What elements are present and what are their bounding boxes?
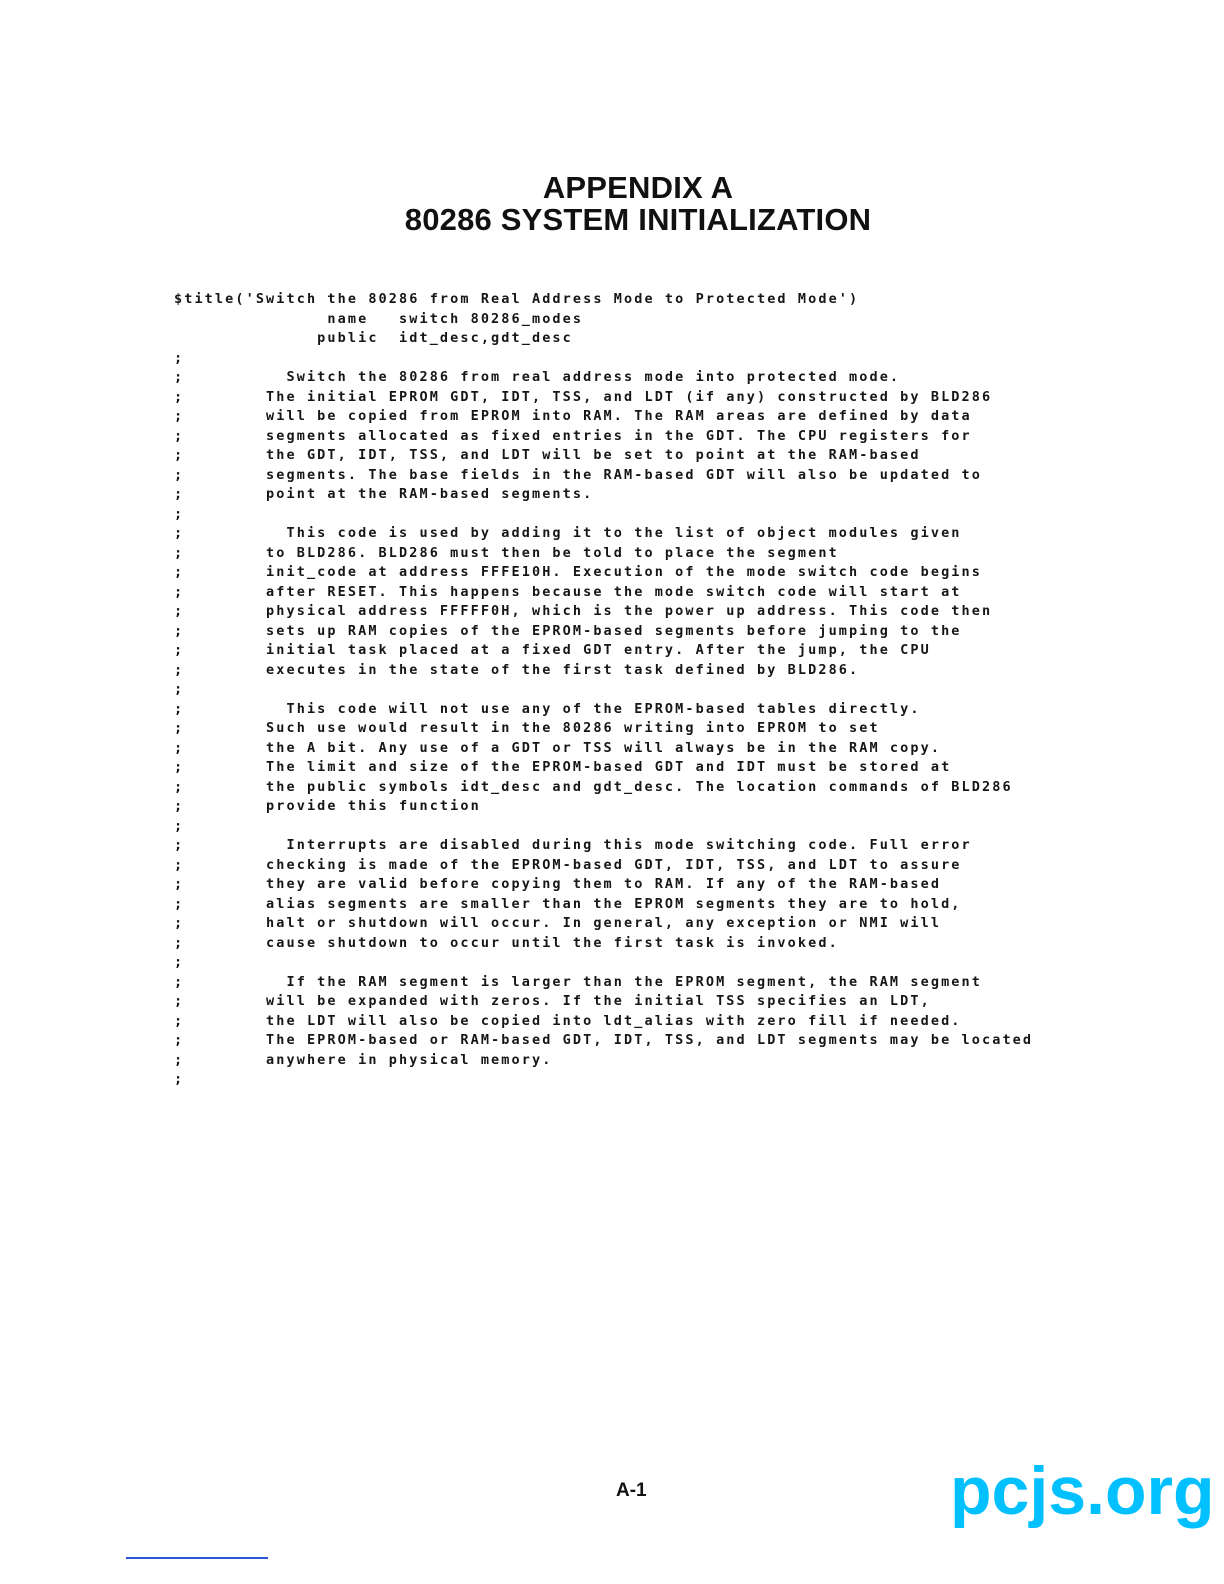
code-line: ; If the RAM segment is larger than the EPROM segment, the RAM segment xyxy=(174,973,982,990)
code-line: public idt_desc,gdt_desc xyxy=(174,330,573,346)
code-line: ; Switch the 80286 from real address mode into protected mode. xyxy=(174,369,901,385)
code-line: ; they are valid before copying them to RAM. If any of the RAM-based xyxy=(174,876,942,892)
code-line: ; the A bit. Any use of a GDT or TSS will always be in the RAM copy. xyxy=(174,739,942,756)
code-line: ; physical address FFFFF0H, which is the power up address. This code then xyxy=(174,603,993,619)
code-listing xyxy=(174,290,1174,1090)
code-line: ; xyxy=(174,817,185,834)
code-line: ; the public symbols idt_desc and gdt_desc. The location commands of BLD286 xyxy=(174,778,1013,795)
title-line-2: 80286 SYSTEM INITIALIZATION xyxy=(404,202,872,237)
code-line: ; Such use would result in the 80286 writing into EPROM to set xyxy=(174,720,880,736)
code-line: ; Interrupts are disabled during this mode switching code. Full error xyxy=(174,837,972,853)
code-line: name switch 80286_modes xyxy=(174,310,584,327)
code-line: ; initial task placed at a fixed GDT entry. After the jump, the CPU xyxy=(174,642,931,658)
code-line: ; xyxy=(174,954,185,970)
code-line: ; after RESET. This happens because the mode switch code will start at xyxy=(174,583,962,600)
code-line: ; provide this function xyxy=(174,798,481,814)
code-line: ; The EPROM-based or RAM-based GDT, IDT, TSS, and LDT segments may be located xyxy=(174,1032,1034,1048)
page-number: A-1 xyxy=(616,1480,647,1501)
code-line: ; cause shutdown to occur until the first task is invoked. xyxy=(174,934,839,951)
appendix-title xyxy=(0,172,1224,236)
code-line: ; sets up RAM copies of the EPROM-based segments before jumping to the xyxy=(174,622,962,639)
code-line: $title('Switch the 80286 from Real Address Mode to Protected Mode') xyxy=(174,291,860,307)
code-line: ; This code is used by adding it to the list of object modules given xyxy=(174,525,962,541)
code-line: ; segments allocated as fixed entries in the GDT. The CPU registers for xyxy=(174,427,972,444)
link-underline xyxy=(126,1557,268,1559)
title-line-1: APPENDIX A xyxy=(542,170,734,205)
code-line: ; The initial EPROM GDT, IDT, TSS, and LDT (if any) constructed by BLD286 xyxy=(174,388,993,405)
code-line: ; xyxy=(174,681,185,697)
code-line: ; init_code at address FFFE10H. Execution of the mode switch code begins xyxy=(174,564,982,580)
code-line: ; This code will not use any of the EPROM-based tables directly. xyxy=(174,700,921,717)
code-line: ; will be copied from EPROM into RAM. The RAM areas are defined by data xyxy=(174,408,972,424)
code-line: ; executes in the state of the first task defined by BLD286. xyxy=(174,661,860,678)
pcjs-watermark-logo[interactable]: pcjs.org xyxy=(950,1453,1215,1529)
code-line: ; segments. The base fields in the RAM-based GDT will also be updated to xyxy=(174,466,982,483)
code-line: ; The limit and size of the EPROM-based GDT and IDT must be stored at xyxy=(174,759,952,775)
code-line: ; halt or shutdown will occur. In general, any exception or NMI will xyxy=(174,915,942,931)
code-line: ; anywhere in physical memory. xyxy=(174,1051,553,1068)
code-line: ; the GDT, IDT, TSS, and LDT will be set to point at the RAM-based xyxy=(174,447,921,463)
code-line: ; will be expanded with zeros. If the initial TSS specifies an LDT, xyxy=(174,993,931,1009)
code-line: ; alias segments are smaller than the EPROM segments they are to hold, xyxy=(174,895,962,912)
code-line: ; xyxy=(174,505,185,522)
code-line: ; the LDT will also be copied into ldt_alias with zero fill if needed. xyxy=(174,1012,962,1029)
code-line: ; xyxy=(174,349,185,366)
code-line: ; xyxy=(174,1071,185,1087)
code-line: ; to BLD286. BLD286 must then be told to place the segment xyxy=(174,544,839,561)
code-line: ; checking is made of the EPROM-based GDT, IDT, TSS, and LDT to assure xyxy=(174,856,962,873)
code-line: ; point at the RAM-based segments. xyxy=(174,486,594,502)
